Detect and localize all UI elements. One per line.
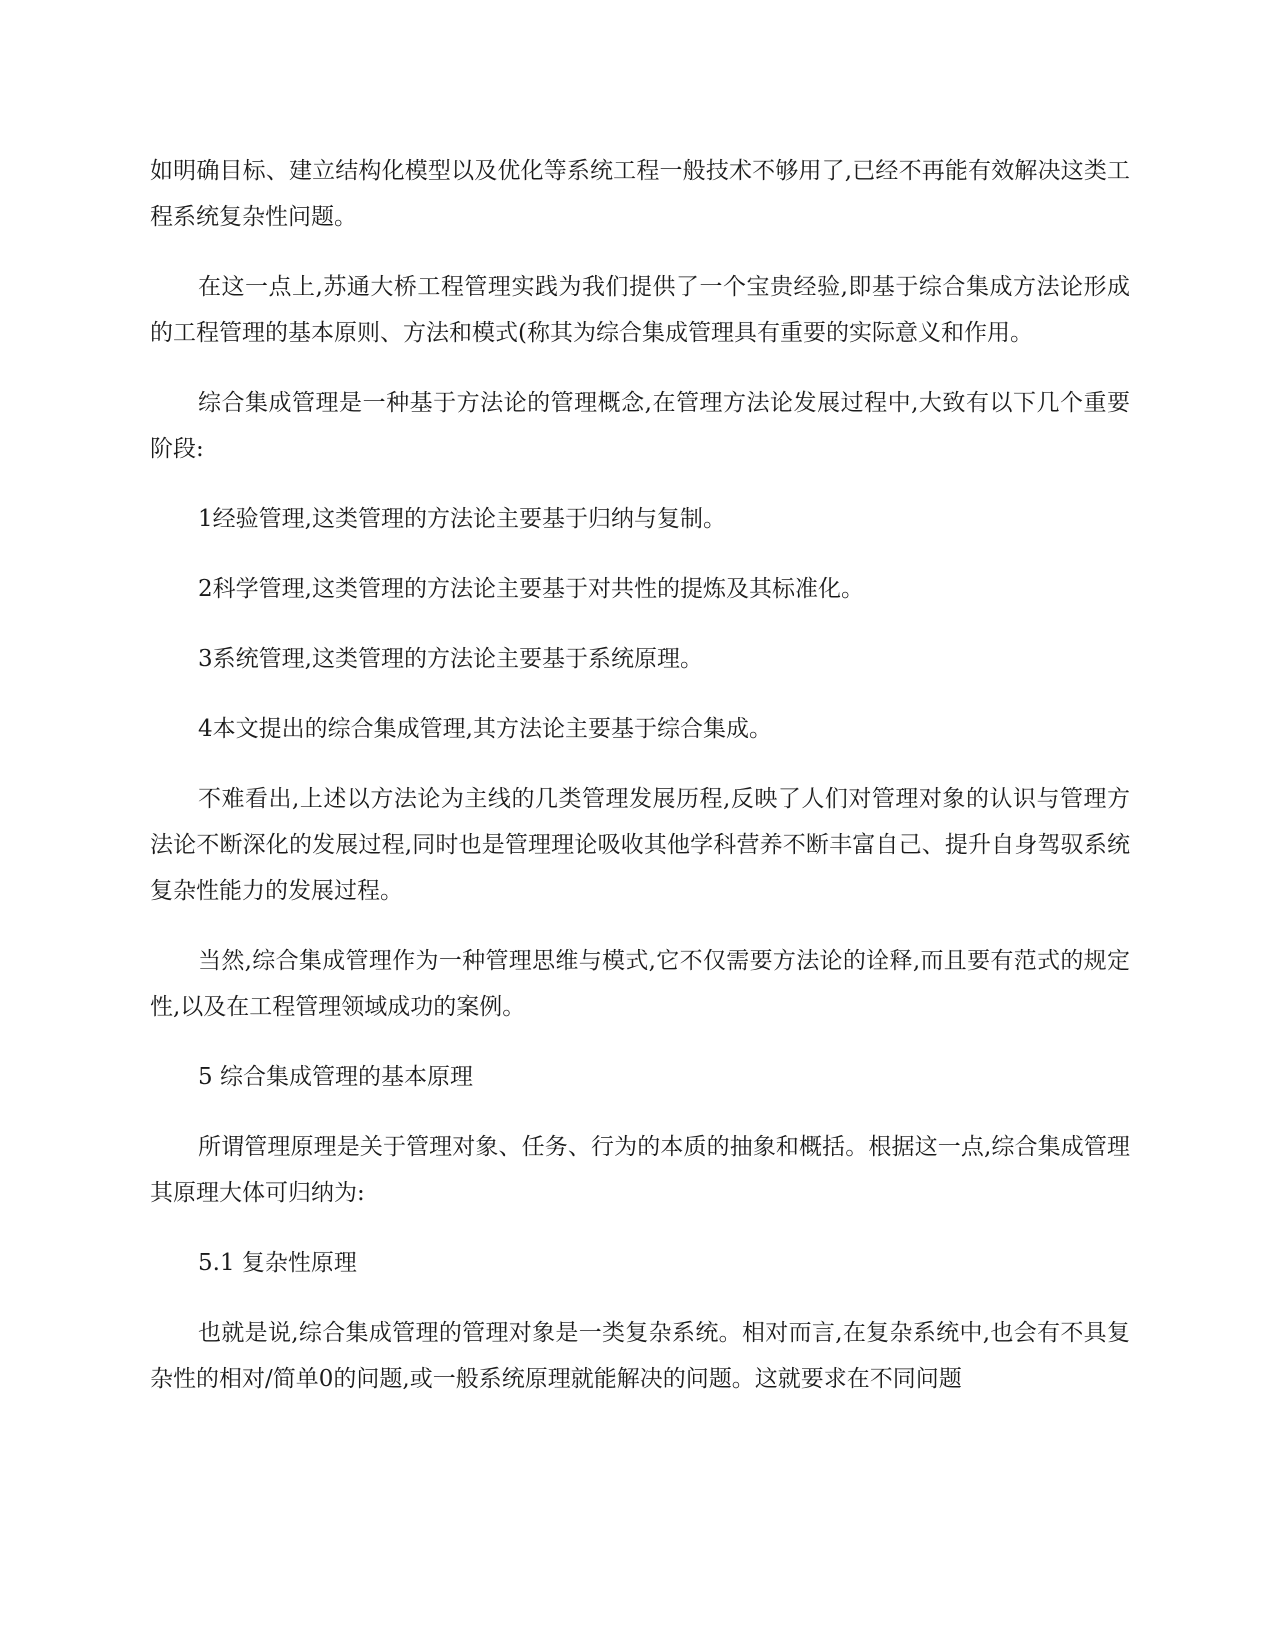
section-heading-5-1: 5.1 复杂性原理 (198, 1250, 357, 1276)
document-body (150, 148, 1130, 1426)
paragraph-complexity-principle: 也就是说,综合集成管理的管理对象是一类复杂系统。相对而言,在复杂系统中,也会有不具复杂性的相对/简单0的问题,或一般系统原理就能解决的问题。这就要求在不同问题 (150, 1320, 1130, 1392)
paragraph-management-stages-intro: 综合集成管理是一种基于方法论的管理概念,在管理方法论发展过程中,大致有以下几个重要阶段: (150, 390, 1130, 462)
list-item-integrated-management: 4本文提出的综合集成管理,其方法论主要基于综合集成。 (198, 716, 772, 742)
paragraph-continuation: 如明确目标、建立结构化模型以及优化等系统工程一般技术不够用了,已经不再能有效解决这类工程系统复杂性问题。 (150, 158, 1130, 230)
list-item-experience-management: 1经验管理,这类管理的方法论主要基于归纳与复制。 (198, 506, 726, 532)
section-heading-5: 5 综合集成管理的基本原理 (198, 1064, 473, 1090)
paragraph-paradigm: 当然,综合集成管理作为一种管理思维与模式,它不仅需要方法论的诠释,而且要有范式的规定性,以及在工程管理领域成功的案例。 (150, 948, 1130, 1020)
list-item-scientific-management: 2科学管理,这类管理的方法论主要基于对共性的提炼及其标准化。 (198, 576, 864, 602)
paragraph-development-history: 不难看出,上述以方法论为主线的几类管理发展历程,反映了人们对管理对象的认识与管理方法论不断深化的发展过程,同时也是管理理论吸收其他学科营养不断丰富自己、提升自身驾驭系统复杂性能力的发展过程。 (150, 786, 1130, 904)
list-item-system-management: 3系统管理,这类管理的方法论主要基于系统原理。 (198, 646, 703, 672)
paragraph-sutong-experience: 在这一点上,苏通大桥工程管理实践为我们提供了一个宝贵经验,即基于综合集成方法论形成的工程管理的基本原则、方法和模式(称其为综合集成管理具有重要的实际意义和作用。 (150, 274, 1130, 346)
paragraph-principle-definition: 所谓管理原理是关于管理对象、任务、行为的本质的抽象和概括。根据这一点,综合集成管理其原理大体可归纳为: (150, 1134, 1130, 1206)
